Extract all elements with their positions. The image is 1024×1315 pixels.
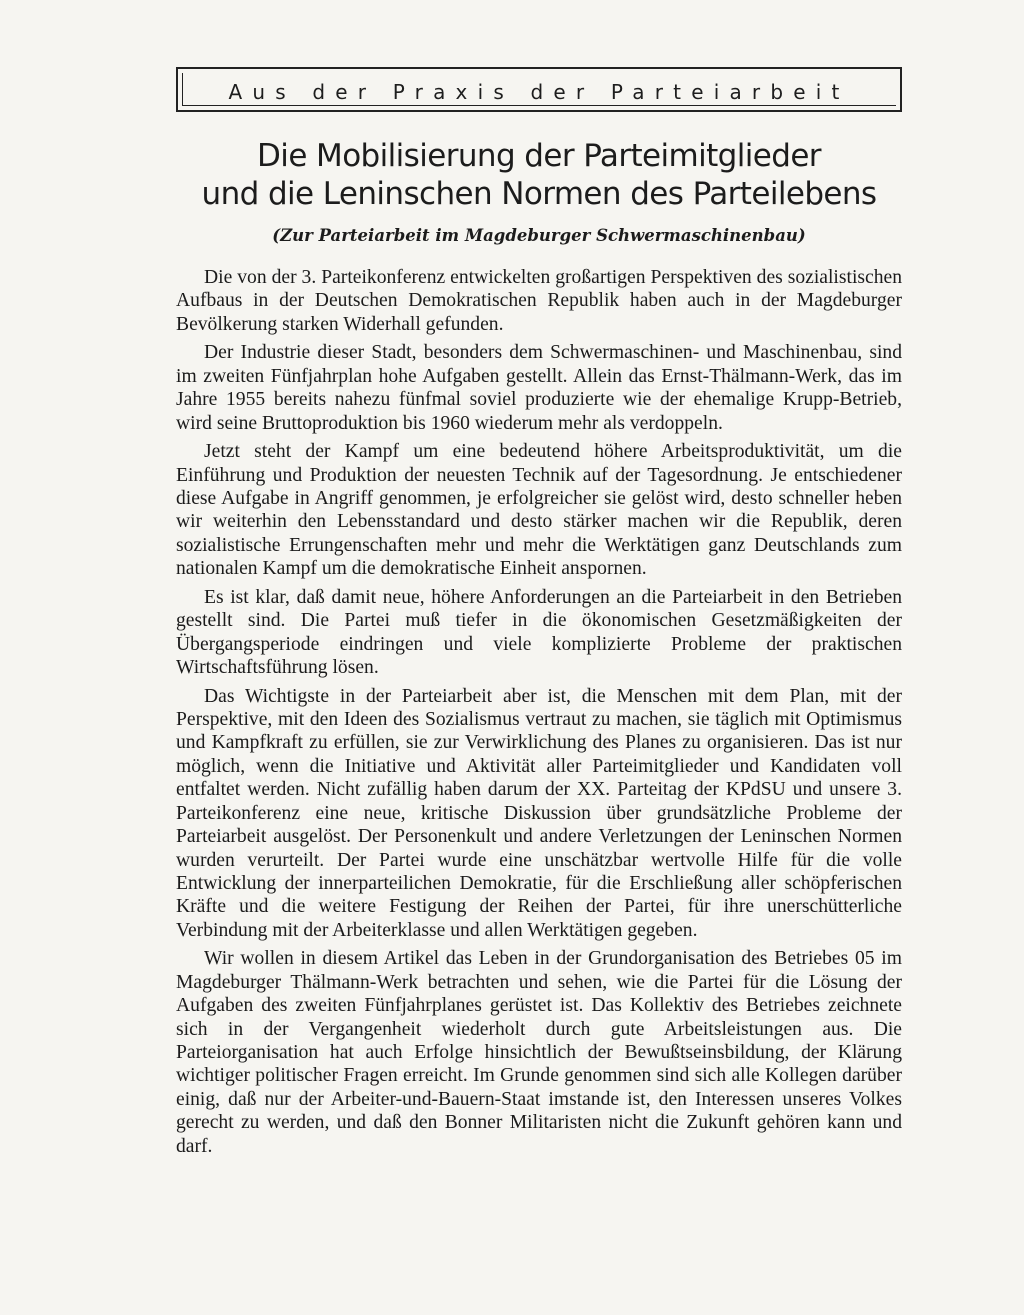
paragraph-2: Der Industrie dieser Stadt, besonders dem Schwermaschinen- und Maschinenbau, sind im zweiten Fünfjahrplan hohe Aufgaben gestellt. Allein das Ernst-Thälmann-Werk, das im Jahre 1955 bereits nahezu fünfmal soviel produzierte wie der ehemalige Krupp-Betrieb, wird seine Bruttoproduktion bis 1960 wiederum mehr als verdoppeln. [176, 342, 902, 434]
paragraph-3: Jetzt steht der Kampf um eine bedeutend höhere Arbeitsproduktivität, um die Einführung und Produktion der neuesten Technik auf der Tagesordnung. Je entschiedener diese Aufgabe in Angriff genommen, je erfolgreicher sie gelöst wird, desto schneller heben wir weiterhin den Lebensstandard und desto stärker machen wir die Republik, deren sozialistische Errungenschaften mehr und mehr die Werktätigen ganz Deutschlands zum nationalen Kampf um die demokratische Einheit anspornen. [176, 441, 902, 580]
article-subtitle: (Zur Parteiarbeit im Magdeburger Schwermaschinenbau) [272, 226, 806, 245]
article-title-line-1: Die Mobilisierung der Parteimitglieder [257, 138, 821, 174]
paragraph-1: Die von der 3. Parteikonferenz entwickelten großartigen Perspektiven des sozialistischen Aufbaus in der Deutschen Demokratischen Republik haben auch in der Magdeburger Bevölkerung starken Widerhall gefunden. [176, 267, 902, 335]
section-header-label: Aus der Praxis der Parteiarbeit [228, 80, 850, 104]
paragraph-4: Es ist klar, daß damit neue, höhere Anforderungen an die Parteiarbeit in den Betrieben gestellt sind. Die Partei muß tiefer in die ökonomischen Gesetzmäßigkeiten der Übergangsperiode eindringen und viele komplizierte Probleme der praktischen Wirtschaftsführung lösen. [176, 586, 902, 679]
paragraph-6: Wir wollen in diesem Artikel das Leben in der Grundorganisation des Betriebes 05 im Magdeburger Thälmann-Werk betrachten und sehen, wie die Partei für die Lösung der Aufgaben des zweiten Fünfjahrplanes gerüstet ist. Das Kollektiv des Betriebes zeichnete sich in der Vergangenheit wiederholt durch gute Arbeitsleistungen aus. Die Parteiorganisation hat auch Erfolge hinsichtlich der Bewußtseinsbildung, der Klärung wichtiger politischer Fragen erreicht. Im Grunde genommen sind sich alle Kollegen darüber einig, daß nur der Arbeiter-und-Bauern-Staat imstande ist, den Interessen unseres Volkes gerecht zu werden, und daß den Bonner Militaristen nicht die Zukunft gehören kann und darf. [176, 948, 902, 1157]
article-title-line-2: und die Leninschen Normen des Parteilebens [201, 176, 877, 212]
paragraph-5: Das Wichtigste in der Parteiarbeit aber ist, die Menschen mit dem Plan, mit der Perspektive, mit den Ideen des Sozialismus vertraut zu machen, sie täglich mit Optimismus und Kampfkraft zu erfüllen, sie zur Verwirklichung des Planes zu organisieren. Das ist nur möglich, wenn die Initiative und Aktivität aller Parteimitglieder und Kandidaten voll entfaltet werden. Nicht zufällig haben darum der XX. Parteitag der KPdSU und unsere 3. Parteikonferenz eine neue, kritische Diskussion über grundsätzliche Probleme der Parteiarbeit ausgelöst. Der Personenkult und andere Verletzungen der Leninschen Normen wurden verurteilt. Der Partei wurde eine unschätzbar wertvolle Hilfe für die volle Entwicklung der innerparteilichen Demokratie, für die Erschließung aller schöpferischen Kräfte und die weitere Festigung der Reihen der Partei, für ihre unerschütterliche Verbindung mit der Arbeiterklasse und allen Werktätigen gegeben. [176, 685, 902, 941]
article-body [176, 266, 902, 1163]
section-header-box [176, 67, 902, 112]
